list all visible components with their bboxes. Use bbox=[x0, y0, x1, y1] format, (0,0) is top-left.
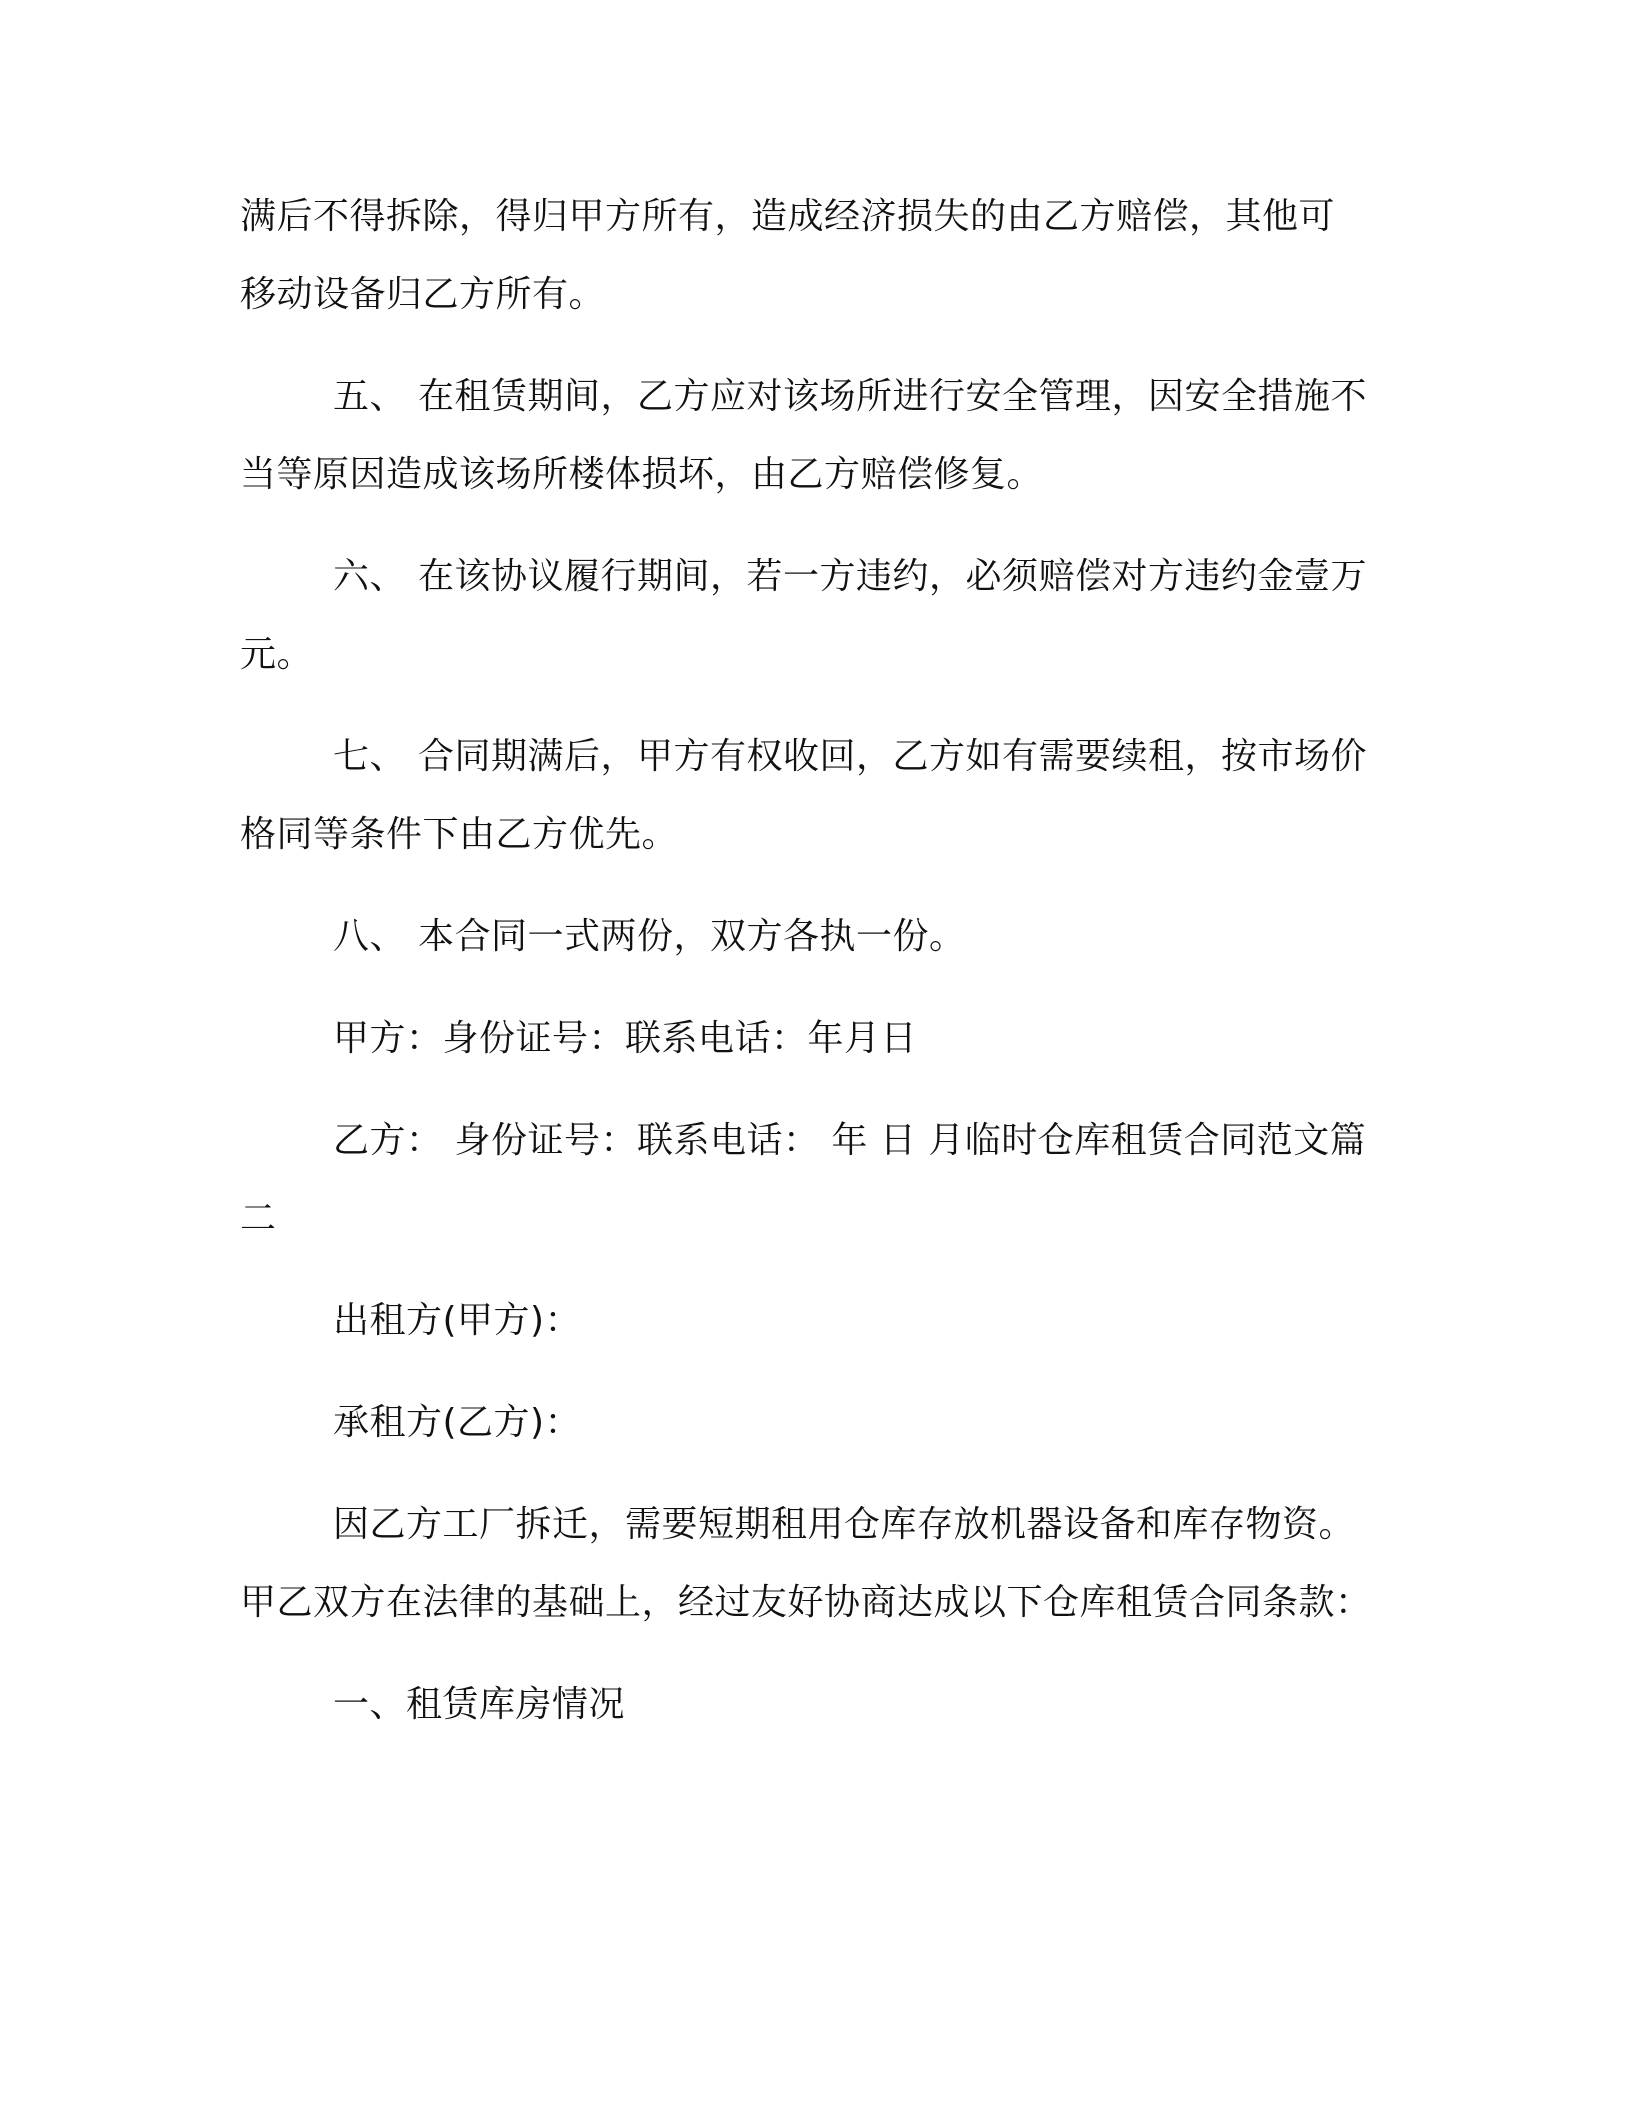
intro-paragraph-line-1: 因乙方工厂拆迁，需要短期租用仓库存放机器设备和库存物资。 bbox=[333, 1504, 1356, 1545]
clause-5-line-1: 五、 在租赁期间，乙方应对该场所进行安全管理，因安全措施不 bbox=[333, 376, 1367, 417]
party-a-signature-line: 甲方：身份证号：联系电话：年月日 bbox=[333, 1018, 918, 1059]
clause-6-line-2: 元。 bbox=[240, 634, 314, 675]
clause-8-line: 八、 本合同一式两份，双方各执一份。 bbox=[333, 916, 966, 957]
intro-paragraph-line-2: 甲乙双方在法律的基础上，经过友好协商达成以下仓库租赁合同条款： bbox=[240, 1582, 1372, 1623]
clause-7-line-1: 七、 合同期满后，甲方有权收回，乙方如有需要续租，按市场价 bbox=[333, 736, 1367, 777]
section-title-continuation: 二 bbox=[240, 1198, 277, 1239]
text-line-2: 移动设备归乙方所有。 bbox=[240, 274, 606, 315]
section-heading-1: 一、租赁库房情况 bbox=[333, 1684, 626, 1725]
lessee-label: 承租方(乙方)： bbox=[333, 1402, 582, 1443]
clause-5-line-2: 当等原因造成该场所楼体损坏，由乙方赔偿修复。 bbox=[240, 454, 1044, 495]
party-b-signature-line: 乙方： 身份证号：联系电话： 年 日 月临时仓库租赁合同范文篇 bbox=[333, 1120, 1367, 1161]
clause-7-line-2: 格同等条件下由乙方优先。 bbox=[240, 814, 679, 855]
lessor-label: 出租方(甲方)： bbox=[333, 1300, 582, 1341]
clause-6-line-1: 六、 在该协议履行期间，若一方违约，必须赔偿对方违约金壹万 bbox=[333, 556, 1367, 597]
text-line-1: 满后不得拆除，得归甲方所有，造成经济损失的由乙方赔偿，其他可 bbox=[240, 196, 1336, 237]
